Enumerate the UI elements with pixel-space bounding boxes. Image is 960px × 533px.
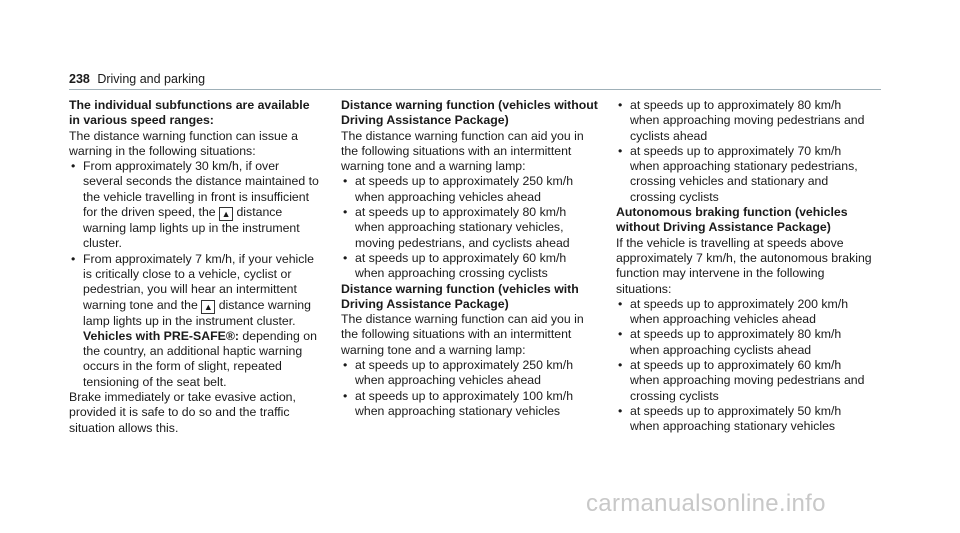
list-item: • at speeds up to approximately 200 km/h when approaching vehicles ahead: [616, 297, 874, 328]
list-item: • at speeds up to approximately 60 km/h when approaching moving pedestrians and crossing cyclists: [616, 358, 874, 404]
subfunctions-heading: The individual subfunctions are available in various speed ranges:: [69, 98, 310, 128]
list-item: • at speeds up to approximately 70 km/h when approaching stationary pedestrians, crossing vehicles and stationary and crossing cyclists: [616, 144, 874, 205]
distance-warning-icon: ▲: [219, 207, 233, 221]
section-heading: Distance warning function (vehicles without Driving Assistance Package): [341, 98, 598, 128]
header-divider: [69, 89, 881, 90]
page-header: [69, 72, 205, 87]
closing-text: Brake immediately or take evasive action, provided it is safe to do so and the traffic situation allows this.: [69, 390, 296, 435]
list-item: • at speeds up to approximately 80 km/h when approaching cyclists ahead: [616, 327, 874, 358]
bullet-list: [616, 297, 874, 435]
section-title: Driving and parking: [97, 72, 206, 86]
column-middle: [341, 98, 599, 419]
list-item: • at speeds up to approximately 100 km/h when approaching stationary vehicles: [341, 389, 599, 420]
intro-text: The distance warning function can aid you in the following situations with an intermittent warning tone and a warning lamp:: [341, 312, 584, 357]
list-item: • at speeds up to approximately 80 km/h when approaching stationary vehicles, moving pedestrians, and cyclists ahead: [341, 205, 599, 251]
presafe-label: Vehicles with PRE-SAFE®:: [83, 328, 239, 343]
bullet-list: [341, 174, 599, 281]
page-number: 238: [69, 72, 90, 86]
list-item: • at speeds up to approximately 250 km/h when approaching vehicles ahead: [341, 174, 599, 205]
list-item: • at speeds up to approximately 50 km/h when approaching stationary vehicles: [616, 404, 874, 435]
watermark: carmanualsonline.info: [586, 490, 826, 517]
distance-warning-icon: ▲: [201, 300, 215, 314]
list-item: • at speeds up to approximately 80 km/h when approaching moving pedestrians and cyclists ahead: [616, 98, 874, 144]
warning-situations-list: [69, 159, 319, 329]
section-heading: Distance warning function (vehicles with Driving Assistance Package): [341, 281, 579, 311]
list-item: • From approximately 30 km/h, if over several seconds the distance maintained to the vehicle travelling in front is insufficient for the driven speed, the ▲ distance warning lamp lights up in the instrument cluster.: [69, 159, 319, 251]
list-item: • From approximately 7 km/h, if your vehicle is critically close to a vehicle, cyclist or pedestrian, you will hear an intermittent warning tone and the ▲ distance warning lamp lights up in the instrument cluster.: [69, 252, 319, 329]
intro-text: The distance warning function can aid you in the following situations with an intermittent warning tone and a warning lamp:: [341, 128, 584, 174]
column-right: [616, 98, 874, 435]
list-item: • at speeds up to approximately 60 km/h when approaching crossing cyclists: [341, 251, 599, 282]
bullet-list: [616, 98, 874, 205]
list-item: • at speeds up to approximately 250 km/h when approaching vehicles ahead: [341, 358, 599, 389]
section-heading: Autonomous braking function (vehicles without Driving Assistance Package): [616, 205, 848, 235]
presafe-note: Vehicles with PRE-SAFE®: depending on the country, an additional haptic warning occurs in the form of slight, repeated tensioning of the seat belt.: [83, 328, 317, 389]
intro-text: If the vehicle is travelling at speeds above approximately 7 km/h, the autonomous braking function may intervene in the following situations:: [616, 235, 872, 296]
intro-text: The distance warning function can issue a warning in the following situations:: [69, 128, 298, 158]
bullet-list: [341, 358, 599, 419]
column-left: [69, 98, 319, 436]
